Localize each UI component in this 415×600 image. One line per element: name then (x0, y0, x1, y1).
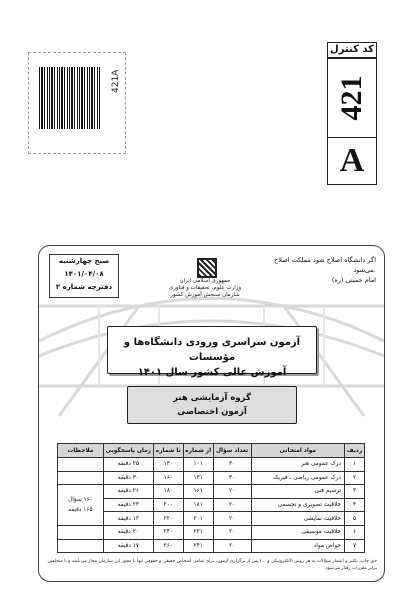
subject: خلاقیت نمایشی (251, 512, 345, 526)
copyright-footnote: حق چاپ، تکثیر و انتشار سؤالات به هر روش (الکترونیکی و ...) پس از برگزاری آزمون، برای تمامی اشخاص حقیقی و حقوقی تنها با مجوز این سازمان مجاز می‌باشد و با متخلفین برابر مقررات رفتار می‌شود. (47, 559, 377, 571)
barcode-sticker (28, 52, 126, 154)
question-count: ۳۰ (213, 458, 251, 472)
from-number: ۱۸۱ (183, 498, 213, 512)
code-number: 421 (335, 75, 368, 121)
org-line-2: وزارت علوم، تحقیقات و فناوری (168, 285, 242, 291)
total-time: ۱۶۵ دقیقه (68, 507, 93, 514)
exam-type: آزمون اختصاصی (177, 407, 247, 417)
barcode-code-text: 421A (111, 69, 121, 93)
question-count: ۳۰ (213, 471, 251, 485)
header-from-number: از شماره (183, 444, 213, 458)
total-questions: ۱۶۰ سؤال (68, 497, 93, 504)
table-row (58, 498, 365, 512)
exam-date-box (49, 254, 119, 298)
org-line-1: جمهوری اسلامی ایران (179, 278, 231, 284)
table-row (58, 458, 365, 472)
notes-empty (58, 471, 104, 485)
from-number: ۱۰۱ (183, 458, 213, 472)
row-number: ۷ (345, 539, 365, 553)
exam-title-line-2: آموزش عالی کشور سال ۱۴۰۱ (137, 367, 287, 378)
booklet-number: دفترچه شماره ۲ (55, 283, 113, 291)
question-count: ۲۰ (213, 539, 251, 553)
row-number: ۴ (345, 498, 365, 512)
code-number-box (328, 59, 376, 138)
time: ۳۰ دقیقه (103, 471, 153, 485)
row-number: ۱ (345, 458, 365, 472)
notes-cell (58, 485, 104, 526)
exam-cover-card (38, 245, 385, 582)
subject: ترسیم فنی (251, 485, 345, 499)
from-number: ۱۶۱ (183, 485, 213, 499)
subject: خلاقیت موسیقی (251, 525, 345, 539)
row-number: ۶ (345, 525, 365, 539)
header-to-number: تا شماره (153, 444, 183, 458)
to-number: ۱۸۰ (153, 485, 183, 499)
from-number: ۱۳۱ (183, 471, 213, 485)
to-number: ۱۳۰ (153, 458, 183, 472)
table-row (58, 525, 365, 539)
organization-logo (197, 258, 217, 278)
code-letter: A (339, 142, 365, 179)
notes-empty (58, 539, 104, 553)
notes-empty (58, 525, 104, 539)
header-notes: ملاحظات (58, 444, 104, 458)
header-question-count: تعداد سؤال (213, 444, 251, 458)
from-number: ۲۰۱ (183, 512, 213, 526)
to-number: ۲۰۰ (153, 498, 183, 512)
time: ۲۰ دقیقه (103, 525, 153, 539)
time: ۲۵ دقیقه (103, 458, 153, 472)
exam-schedule-table (57, 443, 365, 553)
time: ۲۳ دقیقه (103, 498, 153, 512)
row-number: ۲ (345, 471, 365, 485)
header-subject: مواد امتحانی (251, 444, 345, 458)
barcode (39, 67, 101, 129)
header-time: زمان پاسخگویی (103, 444, 153, 458)
question-count: ۲۰ (213, 485, 251, 499)
time: ۲۶ دقیقه (103, 485, 153, 499)
table-row (58, 485, 365, 499)
row-number: ۳ (345, 485, 365, 499)
quote (251, 255, 376, 285)
to-number: ۲۴۰ (153, 525, 183, 539)
question-count: ۲۰ (213, 498, 251, 512)
exam-day: صبح چهارشنبه (58, 257, 110, 265)
to-number: ۱۶۰ (153, 471, 183, 485)
table-row (58, 539, 365, 553)
exam-title-line-1: آزمون سراسری ورودی دانشگاه‌ها و مؤسسات (123, 337, 301, 363)
question-count: ۲۰ (213, 525, 251, 539)
subject: درک عمومی هنر (251, 458, 345, 472)
exam-title-box (107, 326, 317, 378)
code-control-panel (327, 58, 377, 185)
subject: خلاقیت تصویری و تجسمی (251, 498, 345, 512)
from-number: ۲۲۱ (183, 525, 213, 539)
to-number: ۲۲۰ (153, 512, 183, 526)
subject: درک عمومی ریاضی ـ فیزیک (251, 471, 345, 485)
organization-name (149, 278, 261, 299)
row-number: ۵ (345, 512, 365, 526)
quote-author: امام خمینی (ره) (331, 276, 376, 284)
time: ۱۷ دقیقه (103, 539, 153, 553)
table-row (58, 471, 365, 485)
quote-text: اگر دانشگاه اصلاح شود مملکت اصلاح می‌شود. (274, 256, 376, 274)
org-line-3: سازمان سنجش آموزش کشور (170, 292, 240, 298)
exam-date: ۱۴۰۱/۰۴/۰۸ (64, 270, 104, 278)
to-number: ۲۶۰ (153, 539, 183, 553)
question-count: ۲۰ (213, 512, 251, 526)
from-number: ۲۴۱ (183, 539, 213, 553)
header-row-number: ردیف (345, 444, 365, 458)
time: ۱۳ دقیقه (103, 512, 153, 526)
exam-group-box (127, 386, 297, 424)
code-control-label: کد کنترل (327, 42, 377, 58)
notes-empty (58, 458, 104, 472)
table-header-row (58, 444, 365, 458)
exam-group: گروه آزمایشی هنر (173, 393, 251, 403)
subject: خواص مواد (251, 539, 345, 553)
table-row (58, 512, 365, 526)
